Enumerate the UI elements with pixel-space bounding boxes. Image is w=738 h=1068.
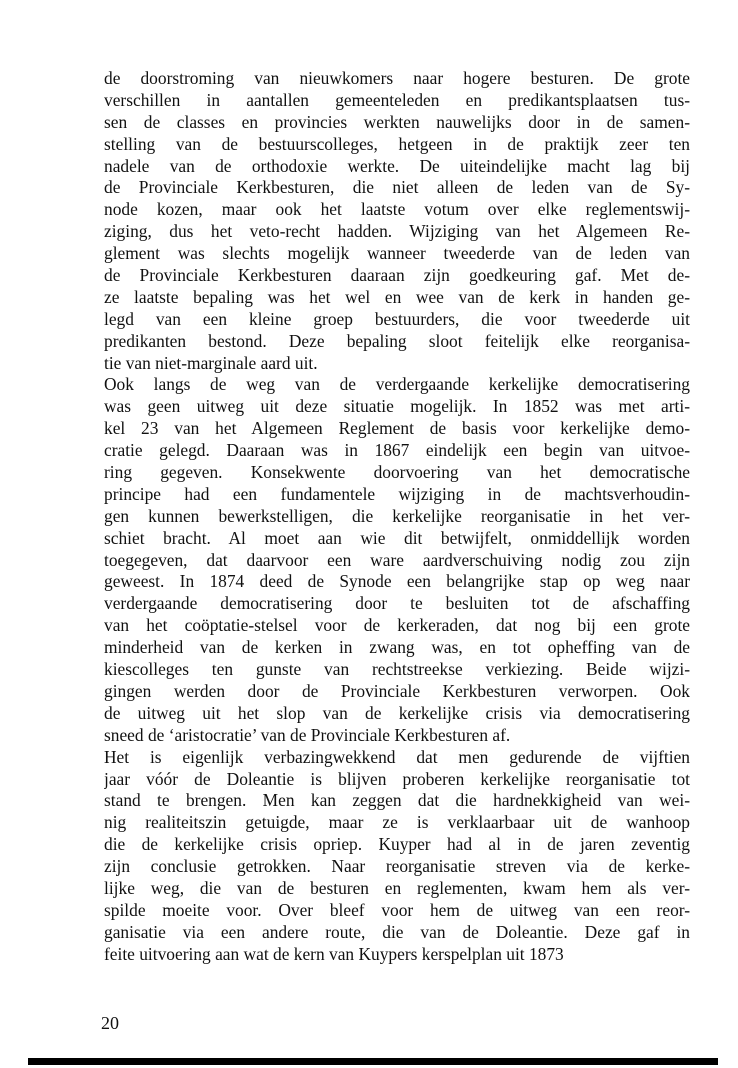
text-line: geweest. In 1874 deed de Synode een belangrijke stap op weg naar: [104, 571, 690, 592]
text-line: schiet bracht. Al moet aan wie dit betwijfelt, onmiddellijk worden: [104, 527, 690, 548]
text-line: Het is eigenlijk verbazingwekkend dat men gedurende de vijftien: [104, 746, 690, 767]
text-line: Ook langs de weg van de verdergaande kerkelijke democratisering: [104, 374, 690, 395]
text-line: gingen werden door de Provinciale Kerkbesturen verworpen. Ook: [104, 680, 690, 701]
text-line: ring gegeven. Konsekwente doorvoering van het democratische: [104, 462, 690, 483]
text-line: kiescolleges ten gunste van rechtstreekse verkiezing. Beide wijzi-: [104, 659, 690, 680]
text-line: spilde moeite voor. Over bleef voor hem de uitweg van een reor-: [104, 899, 690, 920]
page-number: 20: [101, 1013, 119, 1033]
text-line: feite uitvoering aan wat de kern van Kuypers kerspelplan uit 1873: [104, 943, 564, 964]
body-text: [104, 68, 690, 966]
text-line: sneed de ‘aristocratie’ van de Provinciale Kerkbesturen af.: [104, 724, 511, 745]
text-line: was geen uitweg uit deze situatie mogelijk. In 1852 was met arti-: [104, 396, 690, 417]
text-line: ziging, dus het veto-recht hadden. Wijziging van het Algemeen Re-: [104, 221, 690, 242]
text-line: nadele van de orthodoxie werkte. De uiteindelijke macht lag bij: [104, 155, 690, 176]
text-line: cratie gelegd. Daaraan was in 1867 eindelijk een begin van uitvoe-: [104, 440, 690, 461]
text-line: tie van niet-marginale aard uit.: [104, 352, 318, 373]
text-line: van het coöptatie-stelsel voor de kerkeraden, dat nog bij een grote: [104, 615, 690, 636]
text-line: de uitweg uit het slop van de kerkelijke crisis via democratisering: [104, 702, 690, 723]
text-line: legd van een kleine groep bestuurders, die voor tweederde uit: [104, 308, 690, 329]
text-line: de doorstroming van nieuwkomers naar hogere besturen. De grote: [104, 68, 690, 88]
text-line: stelling van de bestuurscolleges, hetgeen in de praktijk zeer ten: [104, 133, 690, 154]
text-line: toegegeven, dat daarvoor een ware aardverschuiving nodig zou zijn: [104, 549, 690, 570]
text-line: principe had een fundamentele wijziging in de machtsverhoudin-: [104, 483, 690, 504]
text-line: minderheid van de kerken in zwang was, en tot opheffing van de: [104, 637, 690, 658]
text-line: ganisatie via een andere route, die van de Doleantie. Deze gaf in: [104, 921, 690, 942]
bottom-rule: [28, 1058, 718, 1065]
text-line: die de kerkelijke crisis opriep. Kuyper had al in de jaren zeventig: [104, 834, 690, 855]
text-line: verschillen in aantallen gemeenteleden en predikantsplaatsen tus-: [104, 89, 690, 110]
text-line: stand te brengen. Men kan zeggen dat die hardnekkigheid van wei-: [104, 790, 690, 811]
text-line: kel 23 van het Algemeen Reglement de basis voor kerkelijke demo-: [104, 418, 690, 439]
text-line: de Provinciale Kerkbesturen, die niet alleen de leden van de Sy-: [104, 177, 690, 198]
text-line: sen de classes en provincies werkten nauwelijks door in de samen-: [104, 111, 690, 132]
text-line: zijn conclusie getrokken. Naar reorganisatie streven via de kerke-: [104, 856, 690, 877]
text-line: jaar vóór de Doleantie is blijven proberen kerkelijke reorganisatie tot: [104, 768, 690, 789]
text-line: glement was slechts mogelijk wanneer tweederde van de leden van: [104, 243, 690, 264]
text-line: gen kunnen bewerkstelligen, die kerkelijke reorganisatie in het ver-: [104, 505, 690, 526]
text-line: de Provinciale Kerkbesturen daaraan zijn goedkeuring gaf. Met de-: [104, 265, 690, 286]
text-line: nig realiteitszin getuigde, maar ze is verklaarbaar uit de wanhoop: [104, 812, 690, 833]
text-line: lijke weg, die van de besturen en reglementen, kwam hem als ver-: [104, 877, 690, 898]
text-line: ze laatste bepaling was het wel en wee van de kerk in handen ge-: [104, 286, 690, 307]
text-line: predikanten bestond. Deze bepaling sloot feitelijk elke reorganisa-: [104, 330, 690, 351]
text-line: node kozen, maar ook het laatste votum over elke reglementswij-: [104, 199, 690, 220]
text-line: verdergaande democratisering door te besluiten tot de afschaffing: [104, 593, 690, 614]
